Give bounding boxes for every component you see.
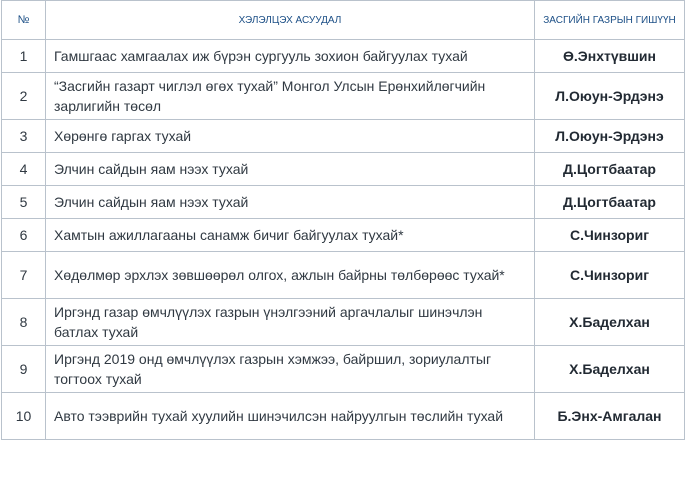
- table-row: [2, 120, 685, 153]
- row-topic: Гамшгаас хамгаалах иж бүрэн сургууль зохион байгуулах тухай: [46, 40, 535, 73]
- row-minister: С.Чинзориг: [535, 219, 685, 252]
- row-number: 9: [2, 346, 46, 393]
- table-row: [2, 73, 685, 120]
- row-minister: С.Чинзориг: [535, 252, 685, 299]
- header-minister: ЗАСГИЙН ГАЗРЫН ГИШҮҮН: [535, 1, 685, 40]
- table-row: [2, 186, 685, 219]
- table-row: [2, 252, 685, 299]
- row-number: 8: [2, 299, 46, 346]
- header-number: №: [2, 1, 46, 40]
- row-topic: Хамтын ажиллагааны санамж бичиг байгуулах тухай*: [46, 219, 535, 252]
- table-row: [2, 299, 685, 346]
- table-row: [2, 393, 685, 440]
- row-topic: Иргэнд 2019 онд өмчлүүлэх газрын хэмжээ, байршил, зориулалтыг тогтоох тухай: [46, 346, 535, 393]
- row-number: 3: [2, 120, 46, 153]
- row-topic: Элчин сайдын яам нээх тухай: [46, 153, 535, 186]
- row-minister: Д.Цогтбаатар: [535, 153, 685, 186]
- row-number: 2: [2, 73, 46, 120]
- header-topic: ХЭЛЭЛЦЭХ АСУУДАЛ: [46, 1, 535, 40]
- row-number: 4: [2, 153, 46, 186]
- row-topic: Элчин сайдын яам нээх тухай: [46, 186, 535, 219]
- row-topic: Хөрөнгө гаргах тухай: [46, 120, 535, 153]
- row-minister: Д.Цогтбаатар: [535, 186, 685, 219]
- row-number: 1: [2, 40, 46, 73]
- table-row: [2, 219, 685, 252]
- table-row: [2, 40, 685, 73]
- table-header-row: [2, 1, 685, 40]
- row-minister: Л.Оюун-Эрдэнэ: [535, 120, 685, 153]
- table-row: [2, 346, 685, 393]
- row-number: 5: [2, 186, 46, 219]
- row-number: 7: [2, 252, 46, 299]
- row-minister: Х.Баделхан: [535, 299, 685, 346]
- row-number: 10: [2, 393, 46, 440]
- row-minister: Ө.Энхтүвшин: [535, 40, 685, 73]
- table-row: [2, 153, 685, 186]
- row-minister: Х.Баделхан: [535, 346, 685, 393]
- row-topic: Хөдөлмөр эрхлэх зөвшөөрөл олгох, ажлын байрны төлбөрөөс тухай*: [46, 252, 535, 299]
- row-topic: Иргэнд газар өмчлүүлэх газрын үнэлгээний аргачлалыг шинэчлэн батлах тухай: [46, 299, 535, 346]
- agenda-table: [1, 0, 685, 440]
- row-minister: Л.Оюун-Эрдэнэ: [535, 73, 685, 120]
- row-topic: “Засгийн газарт чиглэл өгөх тухай” Монгол Улсын Ерөнхийлөгчийн зарлигийн төсөл: [46, 73, 535, 120]
- row-minister: Б.Энх-Амгалан: [535, 393, 685, 440]
- row-number: 6: [2, 219, 46, 252]
- row-topic: Авто тээврийн тухай хуулийн шинэчилсэн найруулгын төслийн тухай: [46, 393, 535, 440]
